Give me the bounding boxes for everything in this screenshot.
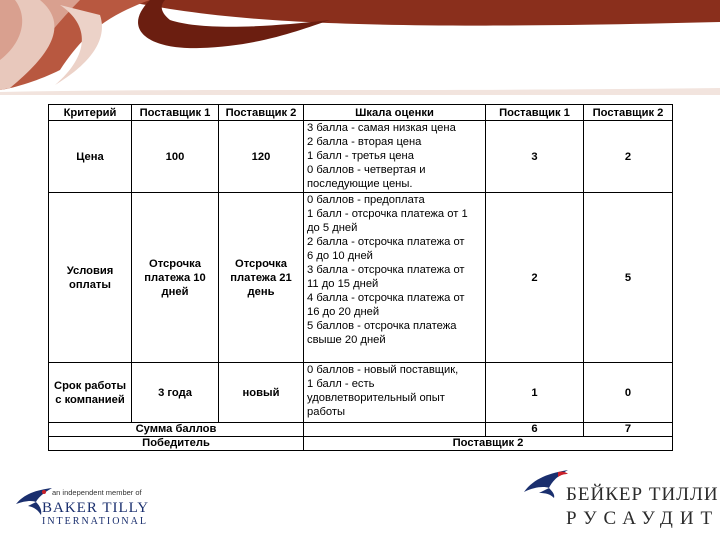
winner-label: Победитель <box>49 437 304 451</box>
scale-line: работы <box>307 406 345 418</box>
scale-line: 0 баллов - предоплата <box>307 194 425 206</box>
winner-row <box>49 437 673 451</box>
supplier1-value: Отсрочка платежа 10 дней <box>132 193 219 363</box>
criteria-table <box>48 104 673 451</box>
sum-empty-cell <box>304 423 486 437</box>
logo-subname: INTERNATIONAL <box>42 516 148 527</box>
table-row <box>49 193 673 363</box>
sum-score2: 7 <box>584 423 673 437</box>
scale-line: 16 до 20 дней <box>307 306 380 318</box>
scale-line: 11 до 15 дней <box>307 278 379 290</box>
baker-tilly-international-logo <box>14 484 174 530</box>
score2-value: 5 <box>584 193 673 363</box>
logo-tagline: an independent member of <box>52 488 142 497</box>
score2-value: 0 <box>584 363 673 423</box>
scale-cell <box>304 363 486 423</box>
table-row <box>49 363 673 423</box>
criterion-cell: Срок работы с компанией <box>49 363 132 423</box>
score1-value: 2 <box>486 193 584 363</box>
scale-line: 6 до 10 дней <box>307 250 373 262</box>
supplier2-value: новый <box>219 363 304 423</box>
logo-line2: РУСАУДИТ <box>566 508 720 529</box>
scale-line: 5 баллов - отсрочка платежа <box>307 320 457 332</box>
header-supplier1: Поставщик 1 <box>132 105 219 121</box>
header-score1: Поставщик 1 <box>486 105 584 121</box>
supplier1-value: 100 <box>132 121 219 193</box>
supplier2-value: 120 <box>219 121 304 193</box>
bird-icon <box>522 468 570 498</box>
sum-score1: 6 <box>486 423 584 437</box>
scale-line: 1 балл - отсрочка платежа от 1 <box>307 208 468 220</box>
score2-value: 2 <box>584 121 673 193</box>
baker-tilly-rusaudit-logo <box>520 466 720 530</box>
scale-line: 0 баллов - новый поставщик, <box>307 364 459 376</box>
scale-line: свыше 20 дней <box>307 334 386 346</box>
criterion-cell: Условия оплаты <box>49 193 132 363</box>
decorative-banner <box>0 0 720 95</box>
winner-value: Поставщик 2 <box>304 437 673 451</box>
sum-label: Сумма баллов <box>49 423 304 437</box>
scale-line: до 5 дней <box>307 222 358 234</box>
scale-line: последующие цены. <box>307 178 413 190</box>
scale-line: 2 балла - вторая цена <box>307 136 422 148</box>
scale-line: удовлетворительный опыт <box>307 392 445 404</box>
table-header-row <box>49 105 673 121</box>
scale-line: 0 баллов - четвертая и <box>307 164 426 176</box>
scale-line: 1 балл - третья цена <box>307 150 414 162</box>
scale-line: 2 балла - отсрочка платежа от <box>307 236 465 248</box>
header-supplier2: Поставщик 2 <box>219 105 304 121</box>
scale-line: 4 балла - отсрочка платежа от <box>307 292 465 304</box>
logo-name: BAKER TILLY <box>42 500 150 516</box>
score1-value: 1 <box>486 363 584 423</box>
supplier2-value: Отсрочка платежа 21 день <box>219 193 304 363</box>
score1-value: 3 <box>486 121 584 193</box>
logo-line1: БЕЙКЕР ТИЛЛИ <box>566 484 719 505</box>
header-criterion: Критерий <box>49 105 132 121</box>
table-row <box>49 121 673 193</box>
scale-line: 3 балла - отсрочка платежа от <box>307 264 465 276</box>
scale-cell <box>304 193 486 363</box>
criterion-cell: Цена <box>49 121 132 193</box>
sum-row <box>49 423 673 437</box>
scale-cell <box>304 121 486 193</box>
header-score2: Поставщик 2 <box>584 105 673 121</box>
scale-line: 3 балла - самая низкая цена <box>307 122 456 134</box>
scale-line: 1 балл - есть <box>307 378 375 390</box>
header-scale: Шкала оценки <box>304 105 486 121</box>
supplier1-value: 3 года <box>132 363 219 423</box>
